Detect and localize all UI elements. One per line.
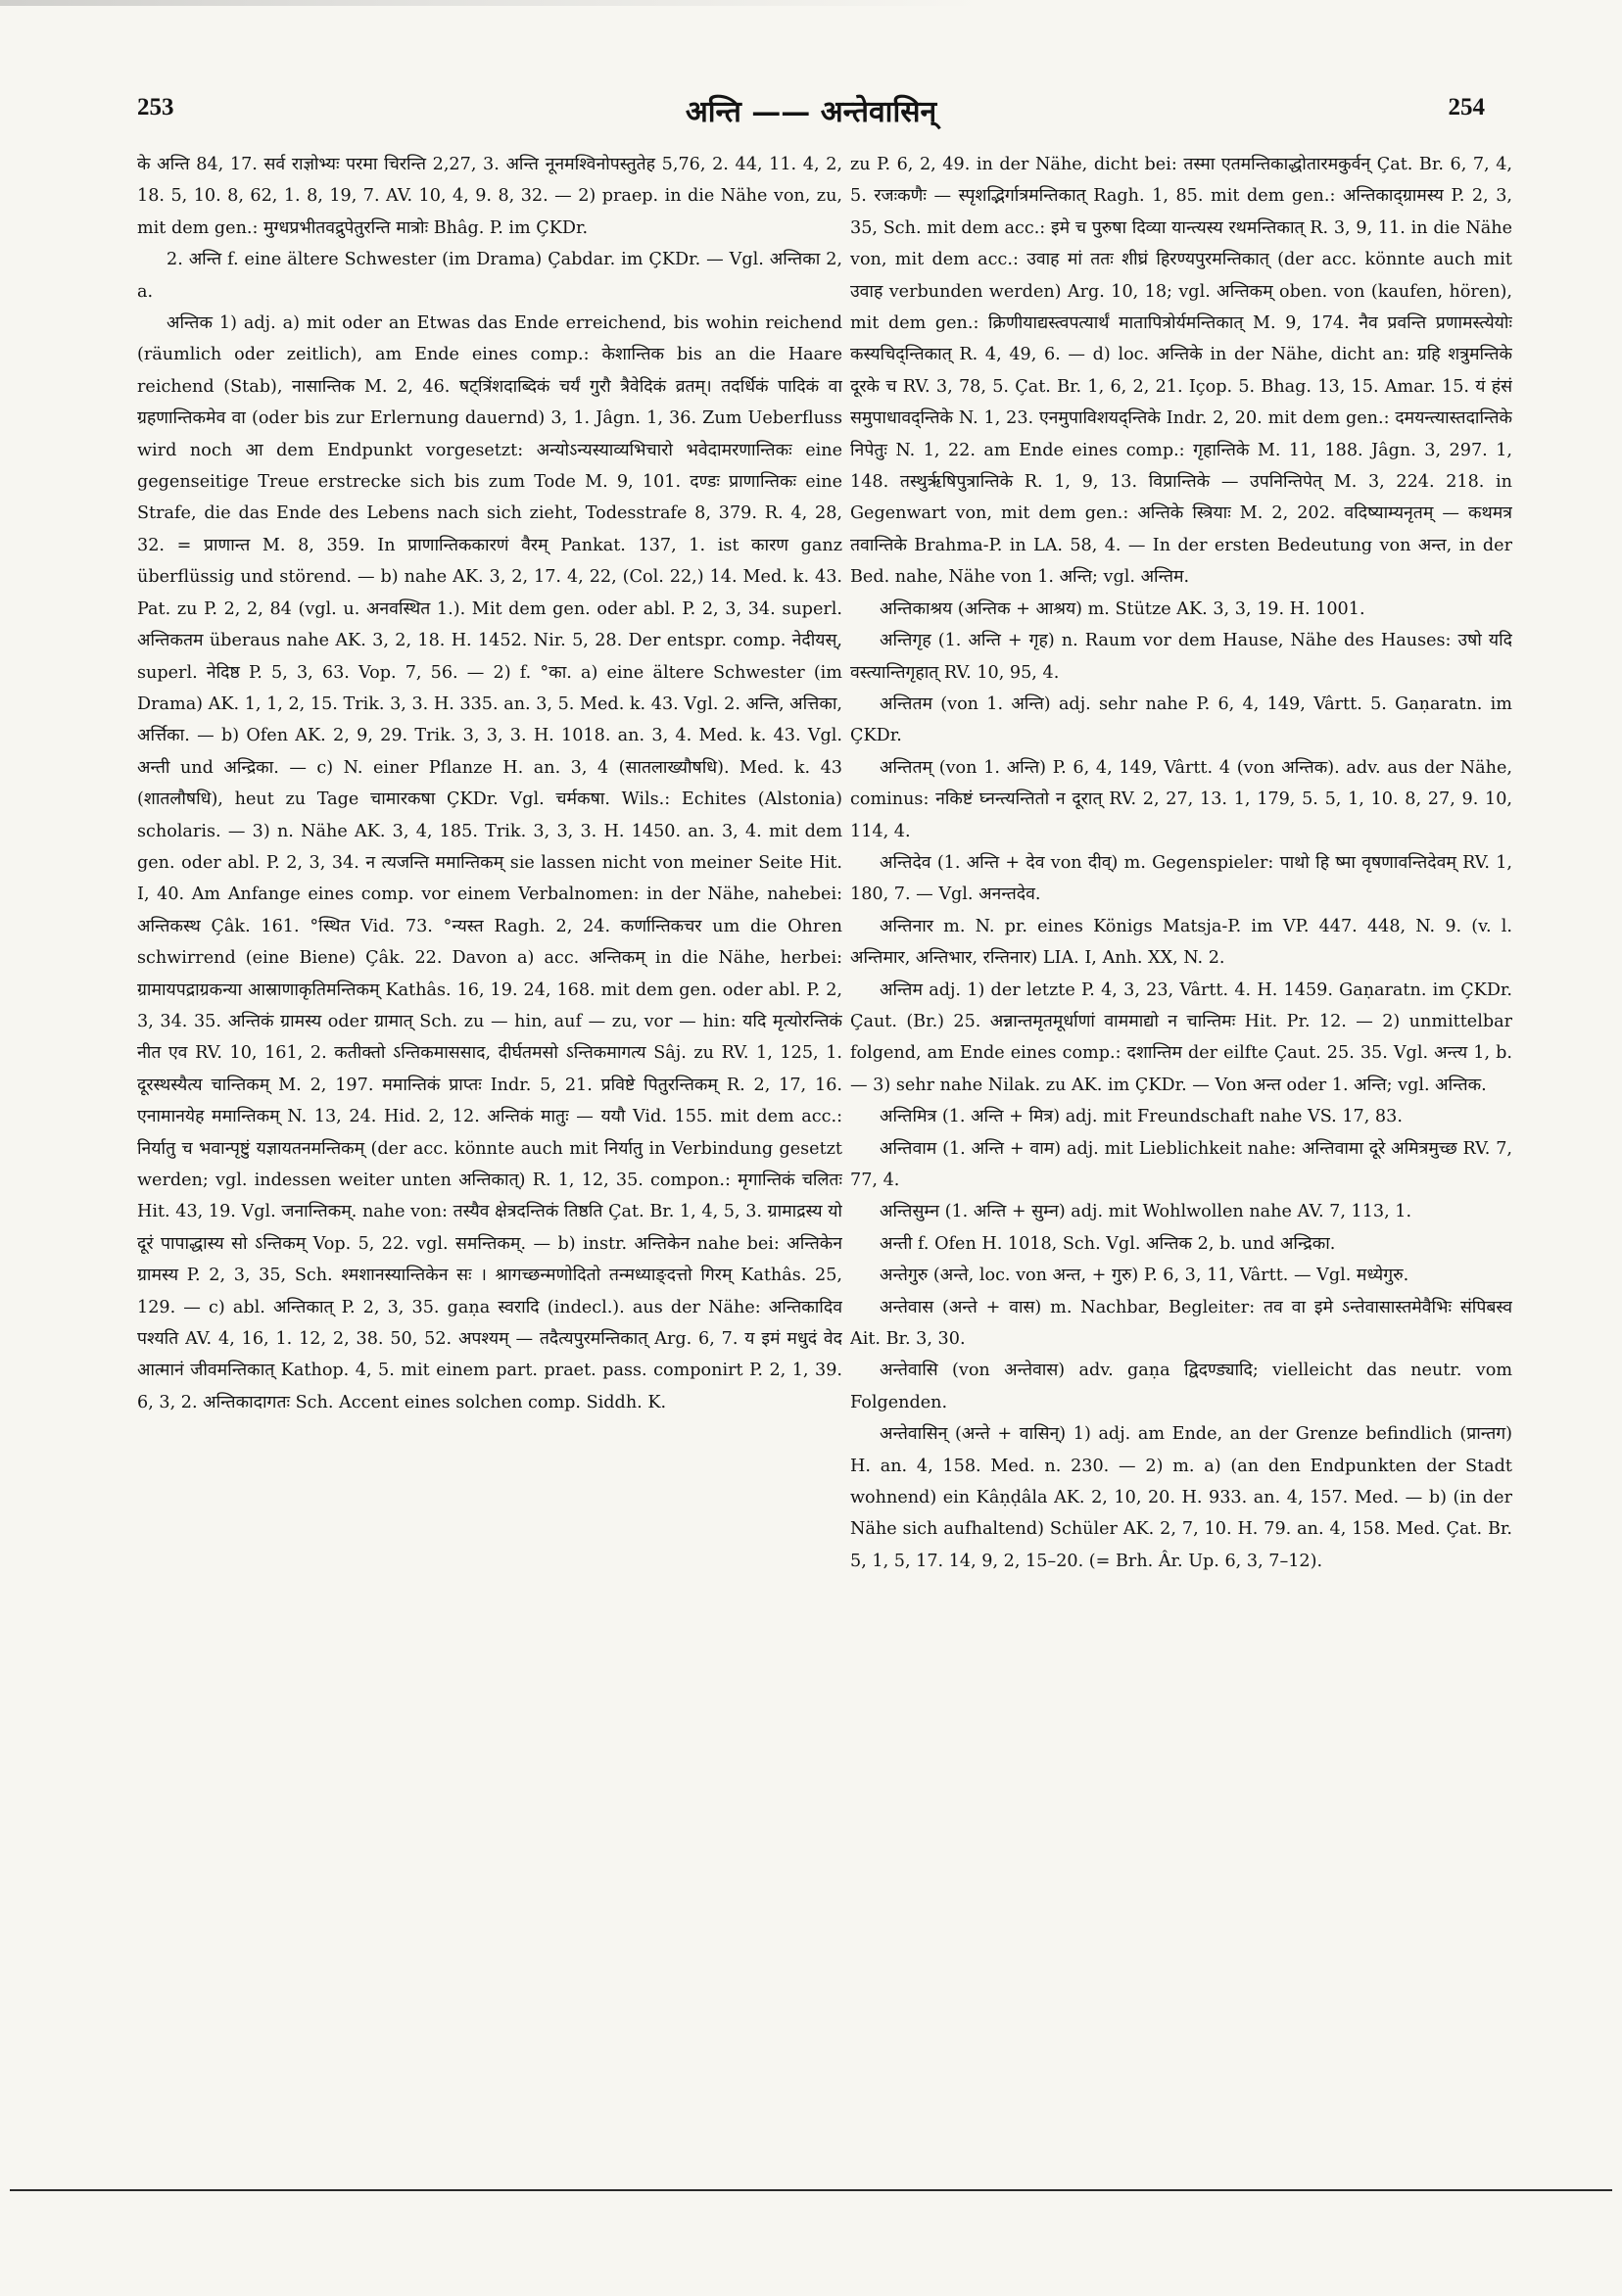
dictionary-entry: अन्तिदेव (1. अन्ति + देव von दीव्) m. Gegenspieler: पाथो हि ष्मा वृषणावन्तिदेवम् RV. 1, 180, 7. — Vgl. अनन्तदेव. [850, 852, 1512, 905]
dictionary-entry: अन्तिमित्र (1. अन्ति + मित्र) adj. mit Freundschaft nahe VS. 17, 83. [880, 1107, 1403, 1127]
dictionary-entry: अन्तितम (von 1. अन्ति) adj. sehr nahe P. 6, 4, 149, Vârtt. 5. Gaṇaratn. im ÇKDr. [850, 694, 1512, 746]
dictionary-entry: अन्तिम adj. 1) der letzte P. 4, 3, 23, Vârtt. 4. H. 1459. Gaṇaratn. im ÇKDr. Çaut. (Br.) 25. अन्नान्तमृतमूर्धाणां वाममाद्यो न चान्तिमः Hit. Pr. 12. — 2) unmittelbar folgend, am Ende eines comp.: दशान्तिम der eilfte Çaut. 25. 35. Vgl. अन्त्य 1, b. — 3) sehr nahe Nilak. zu AK. im ÇKDr. — Von अन्त oder 1. अन्ति; vgl. अन्तिक. [850, 980, 1512, 1095]
dictionary-entry: अन्तिकाश्रय (अन्तिक + आश्रय) m. Stütze AK. 3, 3, 19. H. 1001. [880, 598, 1365, 619]
right-column [850, 149, 1512, 2059]
dictionary-entry: अन्तिवाम (1. अन्ति + वाम) adj. mit Lieblichkeit nahe: अन्तिवामा दूरे अमित्रमुच्छ RV. 7, 77, 4. [850, 1138, 1512, 1190]
running-title: अन्ति —— अन्तेवासिन् [685, 95, 937, 129]
page-number-left: 253 [137, 94, 174, 120]
left-column [137, 149, 842, 2059]
page-number-right: 254 [1448, 94, 1485, 120]
dictionary-entry: अन्तेवास (अन्ते + वास) m. Nachbar, Begleiter: तव वा इमे ऽन्तेवासास्तमेवैभिः संपिबस्व Ait. Br. 3, 30. [850, 1297, 1512, 1350]
scan-edge-mark [0, 0, 979, 6]
dictionary-entry: अन्तेवासिन् (अन्ते + वासिन्) 1) adj. am Ende, an der Grenze befindlich (प्रान्तग) H. an. 4, 158. Med. n. 230. — 2) m. a) (an den Endpunkten der Stadt wohnend) ein Kâṇḍâla AK. 2, 10, 20. H. 933. an. 4, 157. Med. — b) (in der Nähe sich aufhaltend) Schüler AK. 2, 7, 10. H. 79. an. 4, 158. Med. Çat. Br. 5, 1, 5, 17. 14, 9, 2, 15–20. (= Brh. Âr. Up. 6, 3, 7–12). [850, 1424, 1512, 1571]
dictionary-entry: अन्तितम् (von 1. अन्ति) P. 6, 4, 149, Vârtt. 4 (von अन्तिक). adv. aus der Nähe, cominus: नकिष्टं घ्नन्त्यन्तितो न दूरात् RV. 2, 27, 13. 1, 179, 5. 5, 1, 10. 8, 27, 9. 10, 114, 4. [850, 757, 1512, 841]
dictionary-entry: अन्तिनार m. N. pr. eines Königs Matsja-P. im VP. 447. 448, N. 9. (v. l. अन्तिमार, अन्तिभार, रन्तिनार) LIA. I, Anh. XX, N. 2. [850, 916, 1512, 969]
dictionary-entry: अन्ती f. Ofen H. 1018, Sch. Vgl. अन्तिक 2, b. und अन्द्रिका. [880, 1233, 1336, 1254]
dictionary-entry: अन्तिसुम्न (1. अन्ति + सुम्न) adj. mit Wohlwollen nahe AV. 7, 113, 1. [880, 1202, 1412, 1222]
bottom-rule [10, 2189, 1612, 2191]
dictionary-entry: 2. अन्ति f. eine ältere Schwester (im Drama) Çabdar. im ÇKDr. — Vgl. अन्तिका 2, a. [137, 250, 842, 302]
dictionary-entry: अन्तेवासि (von अन्तेवास) adv. gaṇa द्विदण्ड्यादि; vielleicht das neutr. vom Folgenden. [850, 1361, 1512, 1412]
dictionary-entry: अन्तिगृह (1. अन्ति + गृह) n. Raum vor dem Hause, Nähe des Hauses: उषो यदि वस्त्यान्तिगृहात् RV. 10, 95, 4. [850, 631, 1512, 683]
paragraph: के अन्ति 84, 17. सर्व राज्ञोभ्यः परमा चिरन्ति 2,27, 3. अन्ति नूनमश्विनोपस्तुतेह 5,76, 2. 44, 11. 4, 2, 18. 5, 10. 8, 62, 1. 8, 19, 7. AV. 10, 4, 9. 8, 32. — 2) praep. in die Nähe von, zu, mit dem gen.: मुग्धप्रभीतवद्रुपेतुरन्ति मात्रोः Bhâg. P. im ÇKDr. [137, 155, 842, 238]
dictionary-entry: अन्तिक 1) adj. a) mit oder an Etwas das Ende erreichend, bis wohin reichend (räumlich oder zeitlich), am Ende eines comp.: केशान्तिक bis an die Haare reichend (Stab), नासान्तिक M. 2, 46. षट्त्रिंशदाब्दिकं चर्यं गुरौ त्रैवेदिकं व्रतम्। तदर्धिकं पादिकं वा ग्रहणान्तिकमेव वा (oder bis zur Erlernung dauernd) 3, 1. Jâgn. 1, 36. Zum Ueberfluss wird noch आ dem Endpunkt vorgesetzt: अन्योऽन्यस्याव्यभिचारो भवेदामरणान्तिकः eine gegenseitige Treue erstrecke sich bis zum Tode M. 9, 101. दण्डः प्राणान्तिकः eine Strafe, die das Ende des Lebens nach sich zieht, Todesstrafe 8, 379. R. 4, 28, 32. = प्राणान्त M. 8, 359. In प्राणान्तिककारणं वैरम् Pankat. 137, 1. ist कारण ganz überflüssig und störend. — b) nahe AK. 3, 2, 17. 4, 22, (Col. 22,) 14. Med. k. 43. Pat. zu P. 2, 2, 84 (vgl. u. अनवस्थित 1.). Mit dem gen. oder abl. P. 2, 3, 34. superl. अन्तिकतम überaus nahe AK. 3, 2, 18. H. 1452. Nir. 5, 28. Der entspr. comp. नेदीयस्, superl. नेदिष्ठ P. 5, 3, 63. Vop. 7, 56. — 2) f. °का. a) eine ältere Schwester (im Drama) AK. 1, 1, 2, 15. Trik. 3, 3. H. 335. an. 3, 5. Med. k. 43. Vgl. 2. अन्ति, अत्तिका, अर्त्तिका. — b) Ofen AK. 2, 9, 29. Trik. 3, 3, 3. H. 1018. an. 3, 4. Med. k. 43. Vgl. अन्ती und अन्द्रिका. — c) N. einer Pflanze H. an. 3, 4 (सातलाख्यौषधि). Med. k. 43 (शातलौषधि), heut zu Tage चामारकषा ÇKDr. Vgl. चर्मकषा. Wils.: Echites (Alstonia) scholaris. — 3) n. Nähe AK. 3, 4, 185. Trik. 3, 3, 3. H. 1450. an. 3, 4. mit dem gen. oder abl. P. 2, 3, 34. न त्यजन्ति ममान्तिकम् sie lassen nicht von meiner Seite Hit. I, 40. Am Anfange eines comp. vor einem Verbalnomen: in der Nähe, nahebei: अन्तिकस्थ Çâk. 161. °स्थित Vid. 73. °न्यस्त Ragh. 2, 24. कर्णान्तिकचर um die Ohren schwirrend (eine Biene) Çâk. 22. Davon a) acc. अन्तिकम् in die Nähe, herbei: ग्रामायपद्राग्रकन्या आस्राणाकृतिमन्तिकम् Kathâs. 16, 19. 24, 168. mit dem gen. oder abl. P. 2, 3, 34. 35. अन्तिकं ग्रामस्य oder ग्रामात् Sch. zu — hin, auf — zu, vor — hin: यदि मृत्योरन्तिकं नीत एव RV. 10, 161, 2. कतीक्तो ऽन्तिकमाससाद, दीर्घतमसो ऽन्तिकमागत्य Sâj. zu RV. 1, 125, 1. दूरस्थस्यैत्य चान्तिकम् M. 2, 197. ममान्तिकं प्राप्तः Indr. 5, 21. प्रविष्टे पितुरन्तिकम् R. 2, 17, 16. एनामानयेह ममान्तिकम् N. 13, 24. Hid. 2, 12. अन्तिकं मातुः — ययौ Vid. 155. mit dem acc.: निर्यातु च भवान्पृष्टुं यज्ञायतनमन्तिकम् (der acc. könnte auch mit निर्यातु in Verbindung gesetzt werden; vgl. indessen weiter unten अन्तिकात्) R. 1, 12, 35. compon.: मृगान्तिकं चलितः Hit. 43, 19. Vgl. जनान्तिकम्. nahe von: तस्यैव क्षेत्रदन्तिकं तिष्ठति Çat. Br. 1, 4, 5, 3. ग्रामाद्रस्य यो दूरं पापाद्धास्य सो ऽन्तिकम् Vop. 5, 22. vgl. समन्तिकम्. — b) instr. अन्तिकेन nahe bei: अन्तिकेन ग्रामस्य P. 2, 3, 35, Sch. श्मशानस्यान्तिकेन सः । श्रागच्छन्मणोदितो तन्मध्याङ्दत्तो गिरम् Kathâs. 25, 129. — c) abl. अन्तिकात् P. 2, 3, 35. gaṇa स्वरादि (indecl.). aus der Nähe: अन्तिकादिव पश्यति AV. 4, 16, 1. 12, 2, 38. 50, 52. अपश्यम् — तदैत्यपुरमन्तिकात् Arg. 6, 7. य इमं मधुदं वेद आत्मानं जीवमन्तिकात् Kathop. 4, 5. mit einem part. praet. pass. componirt P. 2, 1, 39. 6, 3, 2. अन्तिकादागतः Sch. Accent eines solchen comp. Siddh. K. [137, 313, 842, 1412]
paragraph: zu P. 6, 2, 49. in der Nähe, dicht bei: तस्मा एतमन्तिकाद्धोतारमकुर्वन् Çat. Br. 6, 7, 4, 5. रजःकणैः — स्पृशद्भिर्गात्रमन्तिकात् Ragh. 1, 85. mit dem gen.: अन्तिकाद्ग्रामस्य P. 2, 3, 35, Sch. mit dem acc.: इमे च पुरुषा दिव्या यान्त्यस्य रथमन्तिकात् R. 3, 9, 11. in die Nähe von, mit dem acc.: उवाह मां ततः शीघ्रं हिरण्यपुरमन्तिकात् (der acc. könnte auch mit उवाह verbunden werden) Arg. 10, 18; vgl. अन्तिकम् oben. von (kaufen, hören), mit dem gen.: क्रिणीयाद्यस्त्वपत्यार्थं मातापित्रोर्यमन्तिकात् M. 9, 174. नैव प्रवन्ति प्रणामस्त्येयोः कस्यचिद्न्तिकात् R. 4, 49, 6. — d) loc. अन्तिके in der Nähe, dicht an: ग्रहि शत्रुमन्तिके दूरके च RV. 3, 78, 5. Çat. Br. 1, 6, 2, 21. Içop. 5. Bhag. 13, 15. Amar. 15. यं हंसं समुपाधावद्न्तिके N. 1, 23. एनमुपाविशयद्न्तिके Indr. 2, 20. mit dem gen.: दमयन्त्यास्तदान्तिके निपेतुः N. 1, 22. am Ende eines comp.: गृहान्तिके M. 11, 188. Jâgn. 3, 297. 1, 148. तस्थुर्ऋषिपुत्रान्तिके R. 1, 9, 13. विप्रान्तिके — उपनिन्तिपेत् M. 3, 224. 218. in Gegenwart von, mit dem gen.: अन्तिके स्त्रियाः M. 2, 202. वदिष्याम्यनृतम् — कथमत्र तवान्तिके Brahma-P. in LA. 58, 4. — In der ersten Bedeutung von अन्त, in der Bed. nahe, Nähe von 1. अन्ति; vgl. अन्तिम. [850, 155, 1512, 588]
page-header [137, 90, 1485, 135]
dictionary-entry: अन्तेगुरु (अन्ते, loc. von अन्त, + गुरु) P. 6, 3, 11, Vârtt. — Vgl. मध्येगुरु. [880, 1266, 1409, 1286]
